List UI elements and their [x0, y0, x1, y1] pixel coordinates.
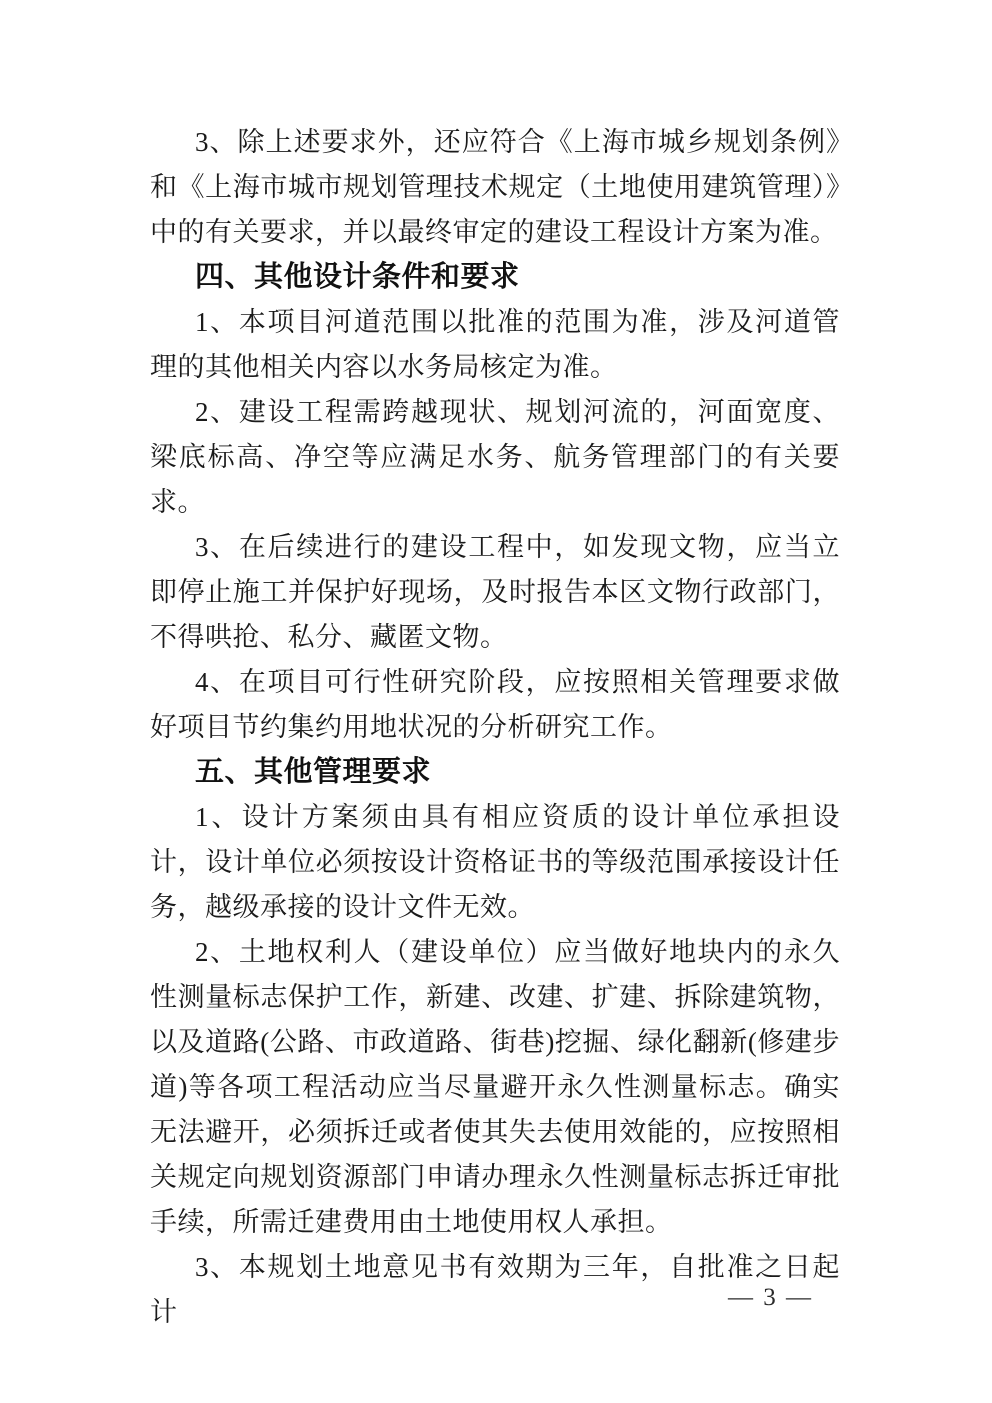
- paragraph-river-crossing: 2、建设工程需跨越现状、规划河流的，河面宽度、梁底标高、净空等应满足水务、航务管理部门的有关要求。: [150, 397, 840, 517]
- page-number: — 3 —: [728, 1284, 813, 1311]
- paragraph-survey-markers: 2、土地权利人（建设单位）应当做好地块内的永久性测量标志保护工作，新建、改建、扩建、拆除建筑物，以及道路(公路、市政道路、街巷)挖掘、绿化翻新(修建步道)等各项工程活动应当尽量避开永久性测量标志。确实无法避开，必须拆迁或者使其失去使用效能的，应按照相关规定向规划资源部门申请办理永久性测量标志拆迁审批手续，所需迁建费用由土地使用权人承担。: [150, 937, 840, 1237]
- section-heading-5-other-management-requirements: 五、其他管理要求: [195, 756, 432, 788]
- paragraph-river-scope: 1、本项目河道范围以批准的范围为准，涉及河道管理的其他相关内容以水务局核定为准。: [150, 307, 840, 382]
- paragraph-validity-period: 3、本规划土地意见书有效期为三年，自批准之日起计: [150, 1252, 840, 1327]
- paragraph-cultural-relics: 3、在后续进行的建设工程中，如发现文物，应当立即停止施工并保护好现场，及时报告本区文物行政部门，不得哄抢、私分、藏匿文物。: [150, 532, 840, 652]
- document-body: [150, 120, 840, 1335]
- section-heading-4-other-design-conditions: 四、其他设计条件和要求: [195, 261, 520, 293]
- paragraph-design-qualification: 1、设计方案须由具有相应资质的设计单位承担设计，设计单位必须按设计资格证书的等级范围承接设计任务，越级承接的设计文件无效。: [150, 802, 840, 922]
- paragraph-land-use-study: 4、在项目可行性研究阶段，应按照相关管理要求做好项目节约集约用地状况的分析研究工作。: [150, 667, 840, 742]
- paragraph-clause-3-prior-requirements: 3、除上述要求外，还应符合《上海市城乡规划条例》和《上海市城市规划管理技术规定（土地使用建筑管理）》中的有关要求，并以最终审定的建设工程设计方案为准。: [150, 127, 840, 247]
